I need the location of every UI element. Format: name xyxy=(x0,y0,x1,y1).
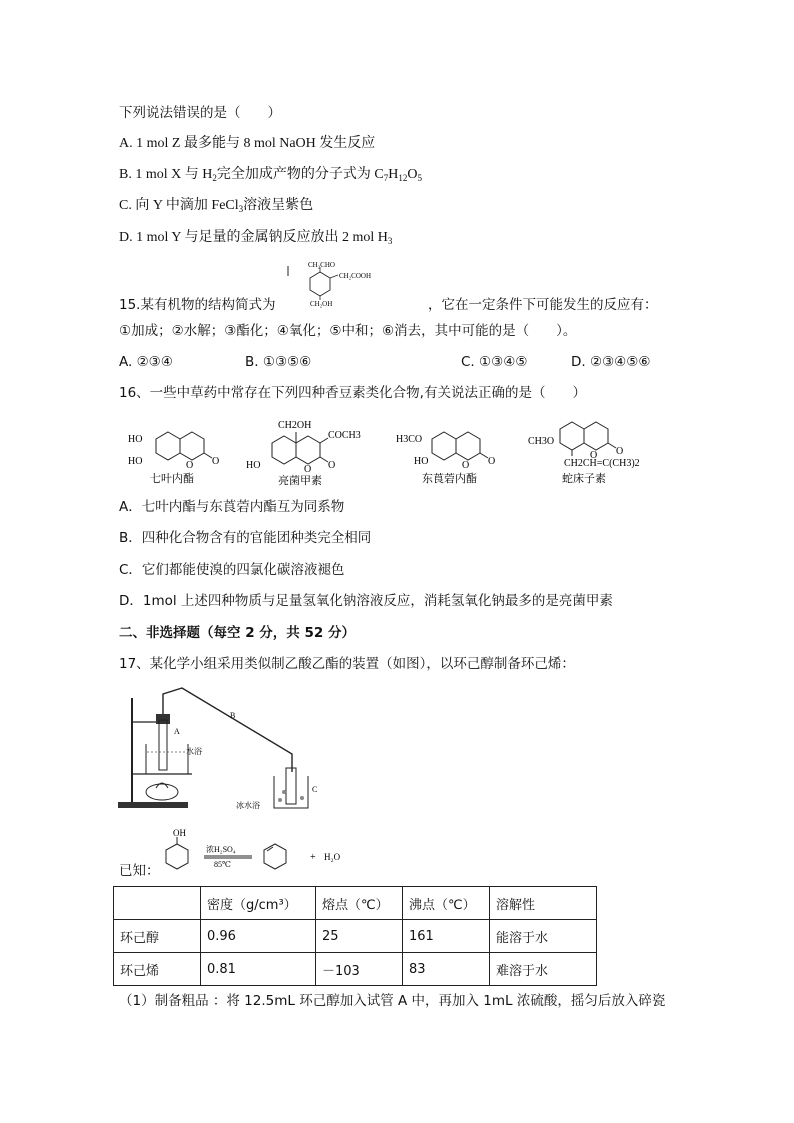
ring-oxygen-label: O xyxy=(304,464,312,475)
q15-option-b: B. ①③⑤⑥ xyxy=(245,354,312,370)
q15-option-c: C. ①③④⑤ xyxy=(461,354,528,370)
hydroxymethyl-group-label: CH2OH xyxy=(278,420,312,431)
table-cell: 25 xyxy=(316,920,403,953)
q16-compound-4 xyxy=(526,410,676,490)
table-row xyxy=(114,953,597,986)
q16-compound-3 xyxy=(394,420,504,490)
q15-group-oh: CH₂OH xyxy=(310,300,333,308)
compound-name: 亮菌甲素 xyxy=(278,474,322,487)
q16-compound-1 xyxy=(124,420,224,490)
hydroxyl-group-label: HO xyxy=(246,460,261,471)
q15-group-cooh: CH₂COOH xyxy=(339,272,371,280)
compound-name: 东莨菪内酯 xyxy=(422,472,477,485)
hydroxyl-group-label: HO xyxy=(414,456,429,467)
hydroxyl-group-label: HO xyxy=(128,434,143,445)
ring-oxygen-label: O xyxy=(590,450,598,461)
q15-reactions: ①加成；②水解；③酯化；④氧化；⑤中和；⑥消去，其中可能的是（ ）。 xyxy=(119,323,577,339)
table-cell: 环己醇 xyxy=(114,920,201,953)
table-cell: 环己烯 xyxy=(114,953,201,986)
acetyl-group-label: COCH3 xyxy=(328,430,361,441)
carbonyl-oxygen-label: O xyxy=(488,456,496,467)
compound-name: 蛇床子素 xyxy=(562,472,606,485)
hydroxyl-label: OH xyxy=(173,828,186,838)
table-header-cell: 沸点（℃） xyxy=(403,887,490,920)
ring-oxygen-label: O xyxy=(186,460,194,471)
q15-option-a: A. ②③④ xyxy=(119,354,173,370)
properties-table xyxy=(113,886,597,986)
reagent-label: 浓H₂SO₄ xyxy=(206,845,236,854)
q14-option-a: A. 1 mol Z 最多能与 8 mol NaOH 发生反应 xyxy=(119,136,376,151)
temperature-label: 85℃ xyxy=(214,860,231,869)
label-water-bath: 水浴 xyxy=(186,747,202,756)
label-ice-bath: 冰水浴 xyxy=(236,801,260,810)
table-cell: －103 xyxy=(316,953,403,986)
q15-stem-end: ，它在一定条件下可能发生的反应有： xyxy=(428,297,658,313)
q16-option-d: D．1mol 上述四种物质与足量氢氧化钠溶液反应，消耗氢氧化钠最多的是亮菌甲素 xyxy=(119,593,613,609)
table-cell: 161 xyxy=(403,920,490,953)
q15-group-cho: CH₂CHO xyxy=(308,261,335,269)
table-header-cell: 溶解性 xyxy=(490,887,597,920)
table-cell: 83 xyxy=(403,953,490,986)
q16-stem: 16、一些中草药中常存在下列四种香豆素类化合物,有关说法正确的是（ ） xyxy=(119,385,586,401)
q16-option-a: A．七叶内酯与东莨菪内酯互为同系物 xyxy=(119,499,345,515)
prenyl-group-label: CH2CH=C(CH3)2 xyxy=(564,458,640,469)
section-title: 二、非选择题（每空 2 分，共 52 分） xyxy=(119,625,355,641)
q17-reaction-equation xyxy=(160,828,360,878)
table-cell: 0.81 xyxy=(201,953,316,986)
q15-option-d: D. ②③④⑤⑥ xyxy=(571,354,651,370)
known-label: 已知： xyxy=(119,863,160,879)
carbonyl-oxygen-label: O xyxy=(328,460,336,471)
q14-option-c: C. 向 Y 中滴加 FeCl$_3$溶液呈紫色 xyxy=(119,198,314,214)
q16-option-b: B．四种化合物含有的官能团种类完全相同 xyxy=(119,530,372,546)
hydroxyl-group-label: HO xyxy=(128,456,143,467)
q15-stem-start: 15.某有机物的结构简式为 xyxy=(119,297,276,313)
q14-option-d: D. 1 mol Y 与足量的金属钠反应放出 2 mol $H_3$ xyxy=(119,230,393,246)
q17-part1: （1）制备粗品 ：将 12.5mL 环己醇加入试管 A 中，再加入 1mL 浓硫酸，摇匀后放入碎瓷 xyxy=(119,993,666,1009)
table-header-row xyxy=(114,887,597,920)
table-cell: 能溶于水 xyxy=(490,920,597,953)
table-cell: 0.96 xyxy=(201,920,316,953)
table-header-cell xyxy=(114,887,201,920)
carbonyl-oxygen-label: O xyxy=(212,456,220,467)
table-cell: 难溶于水 xyxy=(490,953,597,986)
q16-compound-2 xyxy=(244,414,378,490)
compound-name: 七叶内酯 xyxy=(150,472,194,485)
ring-oxygen-label: O xyxy=(462,460,470,471)
table-row xyxy=(114,920,597,953)
q14-option-b: B. 1 mol X 与 $H_2$完全加成产物的分子式为 $C_7H_{12}O_5$ xyxy=(119,167,422,183)
label-b: B xyxy=(230,711,236,720)
plus-sign: + xyxy=(310,852,316,863)
label-c: C xyxy=(312,785,318,794)
methoxy-group-label: H3CO xyxy=(396,434,423,445)
q15-structure xyxy=(282,258,412,308)
carbonyl-oxygen-label: O xyxy=(616,446,624,457)
q16-option-c: C．它们都能使溴的四氯化碳溶液褪色 xyxy=(119,562,345,578)
water-product: H₂O xyxy=(324,852,341,862)
q17-apparatus-figure xyxy=(112,684,332,814)
table-header-cell: 密度（g/cm³） xyxy=(201,887,316,920)
q14-stem: 下列说法错误的是（ ） xyxy=(119,105,281,121)
label-a: A xyxy=(174,727,180,736)
methoxy-group-label: CH3O xyxy=(528,436,555,447)
table-header-cell: 熔点（℃） xyxy=(316,887,403,920)
q17-stem: 17、某化学小组采用类似制乙酸乙酯的装置（如图），以环己醇制备环己烯： xyxy=(119,656,575,672)
